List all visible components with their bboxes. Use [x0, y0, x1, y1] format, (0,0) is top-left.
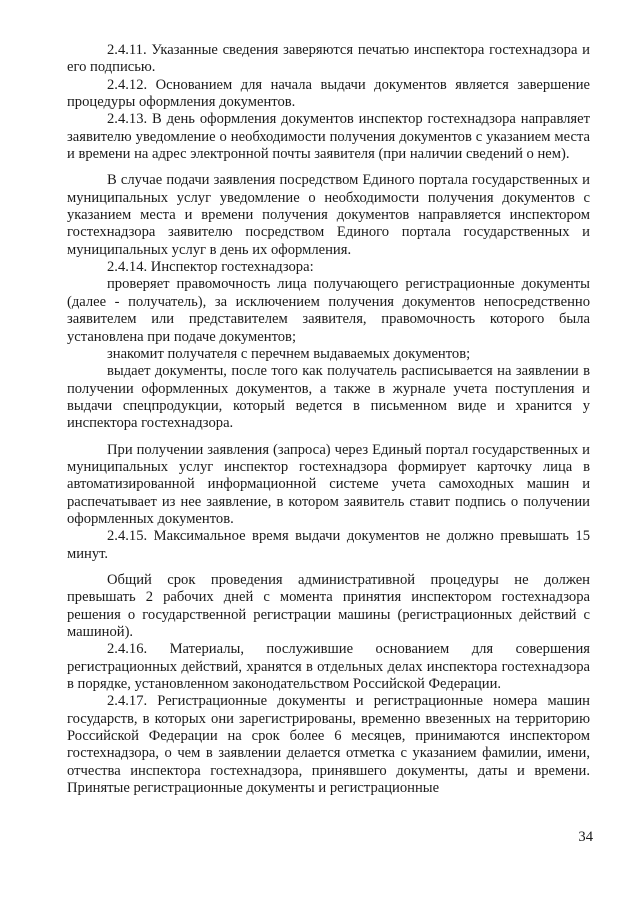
- paragraph-2-4-17: 2.4.17. Регистрационные документы и регистрационные номера машин государств, в которых они зарегистрированы, временно ввезенных на территорию Российской Федерации на срок более 6 месяцев, принимаются инспектором гостехнадзора, о чем в заявлении делается отметка с указанием фамилии, имени, отчества инспектора гостехнадзора, принявшего документы, даты и времени. Принятые регистрационные документы и регистрационные: [67, 693, 590, 797]
- paragraph-list-documents: знакомит получателя с перечнем выдаваемых документов;: [107, 345, 471, 362]
- page-number: 34: [578, 829, 593, 845]
- document-body: [67, 42, 590, 797]
- paragraph-2-4-11: 2.4.11. Указанные сведения заверяются печатью инспектора гостехнадзора и его подписью.: [67, 42, 590, 76]
- paragraph-2-4-13: 2.4.13. В день оформления документов инспектор гостехнадзора направляет заявителю уведомление о необходимости получения документов с указанием места и времени на адрес электронной почты заявителя (при наличии сведений о нем).: [67, 111, 590, 163]
- paragraph-issue-documents: выдает документы, после того как получатель расписывается на заявлении в получении оформленных документов, а также в журнале учета поступления и выдачи спецпродукции, который ведется в письменном виде и хранится у инспектора гостехнадзора.: [67, 363, 590, 432]
- paragraph-2-4-15: 2.4.15. Максимальное время выдачи документов не должно превышать 15 минут.: [67, 528, 590, 562]
- paragraph-portal-notification: В случае подачи заявления посредством Единого портала государственных и муниципальных услуг уведомление о необходимости получения документов с указанием места и времени получения документов направляется инспектором гостехнадзора заявителю посредством Единого портала государственных и муниципальных услуг в день их оформления.: [67, 172, 590, 258]
- paragraph-2-4-12: 2.4.12. Основанием для начала выдачи документов является завершение процедуры оформления документов.: [67, 76, 590, 111]
- paragraph-portal-request: При получении заявления (запроса) через Единый портал государственных и муниципальных услуг инспектор гостехнадзора формирует карточку лица в автоматизированной информационной системе учета самоходных машин и распечатывает из нее заявление, в котором заявитель ставит подпись о получении оформленных документов.: [67, 441, 590, 527]
- paragraph-2-4-16: 2.4.16. Материалы, послужившие основанием для совершения регистрационных действий, хранятся в отдельных делах инспектора гостехнадзора в порядке, установленном законодательством Российской Федерации.: [67, 641, 590, 693]
- paragraph-2-4-14: 2.4.14. Инспектор гостехнадзора:: [107, 259, 314, 276]
- paragraph-verify-authority: проверяет правомочность лица получающего регистрационные документы (далее - получатель), за исключением получения документов непосредственно заявителем или представителем заявителя, правомочность которого была установлена при подаче документов;: [67, 276, 590, 345]
- paragraph-total-term: Общий срок проведения административной процедуры не должен превышать 2 рабочих дней с момента принятия инспектором гостехнадзора решения о государственной регистрации машины (регистрационных действий с машиной).: [67, 571, 590, 640]
